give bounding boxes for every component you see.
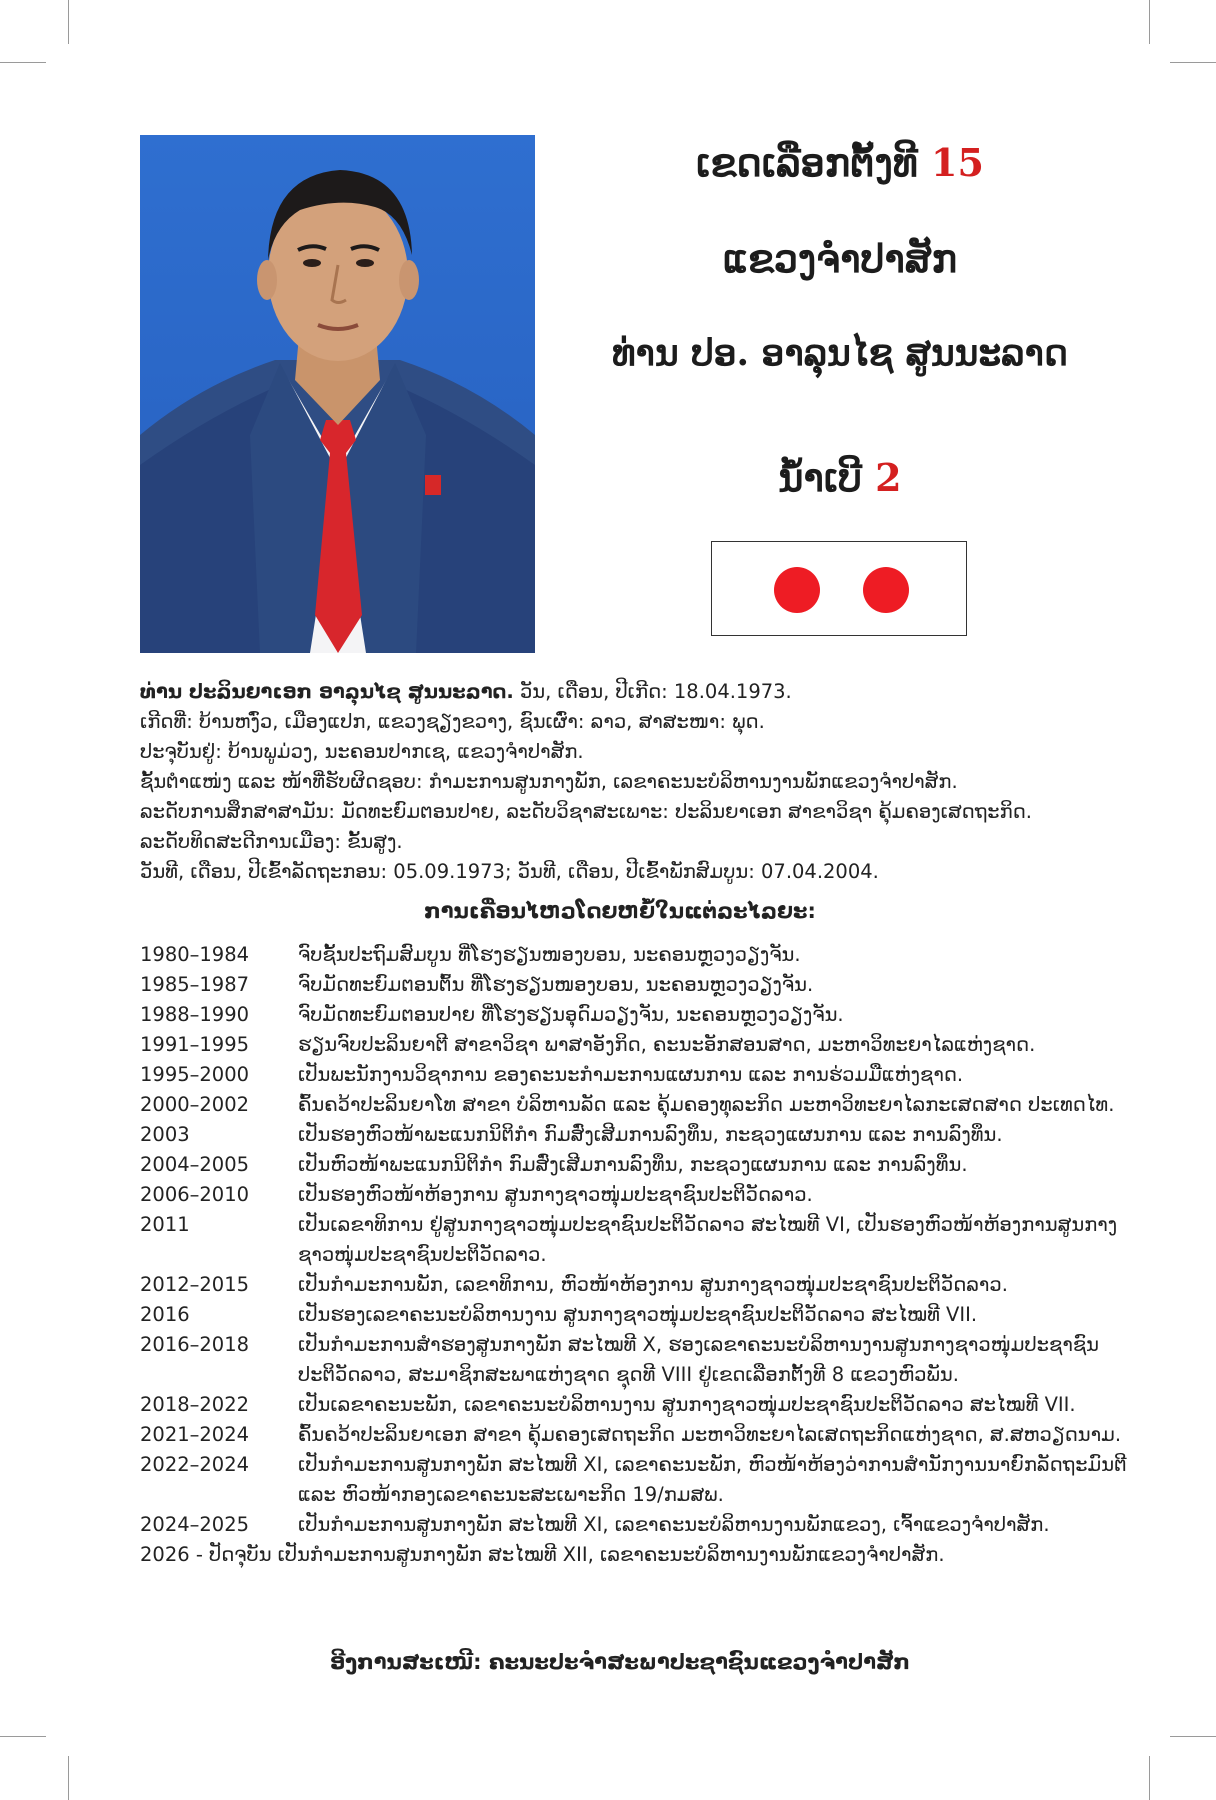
career-row [140,1450,1140,1510]
career-years: 2006–2010 [140,1183,250,1206]
career-row [140,1540,1140,1570]
career-years: 2000–2002 [140,1093,250,1116]
career-row [140,1150,1140,1180]
career-years: 2024–2025 [140,1513,250,1536]
bio-line: ລະດັບທິດສະດີການເມືອງ: ຂັ້ນສູງ. [140,830,403,853]
bio-line [140,677,1160,707]
career-text: ເປັນເລຂາທິການ ຢູ່ສູນກາງຊາວໜຸ່ມປະຊາຊົນປະຕິວັດລາວ ສະໄໝທີ VI, ເປັນຮອງຫົວໜ້າຫ້ອງການສູນກາງຊາວໜຸ່ມປະຊາຊົນປະຕິວັດລາວ. [298,1213,1118,1266]
career-row [140,1180,1140,1210]
bio-line: ເກີດທີ່: ບ້ານຫງົ່ວ, ເມືອງແປກ, ແຂວງຊຽງຂວາງ, ຊົນເຜົ່າ: ລາວ, ສາສະໜາ: ພຸດ. [140,710,765,733]
career-years: 2011 [140,1213,190,1236]
career-years: 1991–1995 [140,1033,250,1056]
career-row [140,1030,1140,1060]
ballot-symbol [711,541,967,636]
crop-mark [1149,1756,1150,1800]
candidate-number-label: ນ້ຳເບີ [778,455,862,500]
constituency-number: 15 [931,140,984,185]
career-row [140,1090,1140,1120]
crop-mark [68,0,69,44]
crop-mark [1149,0,1150,44]
bio-birthdate: ວັນ, ເດືອນ, ປີເກີດ: 18.04.1973. [513,680,792,703]
career-heading: ການເຄື່ອນໄຫວໂດຍຫຍໍ້ໃນແຕ່ລະໄລຍະ: [424,899,816,923]
biography [140,677,1160,887]
career-row [140,1000,1140,1030]
candidate-name: ທ່ານ ປອ. ອາລຸນໄຊ ສູນນະລາດ [611,332,1069,374]
career-row [140,970,1140,1000]
career-years: 2026 - ປັດຈຸບັນ [140,1543,272,1566]
career-years: 2016–2018 [140,1333,250,1356]
career-text: ເປັນຮອງເລຂາຄະນະບໍລິຫານງານ ສູນກາງຊາວໜຸ່ມປະຊາຊົນປະຕິວັດລາວ ສະໄໝທີ VII. [298,1303,978,1326]
career-row [140,940,1140,970]
career-years: 2022–2024 [140,1453,250,1476]
career-text: ເປັນຮອງຫົວໜ້າຫ້ອງການ ສູນກາງຊາວໜຸ່ມປະຊາຊົນປະຕິວັດລາວ. [298,1183,813,1206]
career-text: ຈົບຊັ້ນປະຖົມສົມບູນ ທີ່ໂຮງຮຽນໜອງບອນ, ນະຄອນຫຼວງວຽງຈັນ. [298,943,801,966]
career-text: ເປັນຮອງຫົວໜ້າພະແນກນິຕິກຳ ກົມສົ່ງເສີມການລົງທຶນ, ກະຊວງແຜນການ ແລະ ການລົງທຶນ. [298,1123,1003,1146]
career-row [140,1120,1140,1150]
province-heading: ແຂວງຈຳປາສັກ [722,236,958,281]
crop-mark [0,62,46,63]
ballot-dot [774,567,820,613]
career-years: 2003 [140,1123,190,1146]
career-years: 2012–2015 [140,1273,250,1296]
career-years: 2021–2024 [140,1423,250,1446]
career-row [140,1300,1140,1330]
career-row [140,1210,1140,1270]
candidate-number-heading [560,455,1120,500]
career-text: ເປັນເລຂາຄະນະພັກ, ເລຂາຄະນະບໍລິຫານງານ ສູນກາງຊາວໜຸ່ມປະຊາຊົນປະຕິວັດລາວ ສະໄໝທີ VII. [298,1393,1076,1416]
candidate-number: 2 [875,455,902,500]
career-years: 1988–1990 [140,1003,250,1026]
crop-mark [1170,62,1216,63]
career-row [140,1510,1140,1540]
career-text: ເປັນກຳມະການສຳຮອງສູນກາງພັກ ສະໄໝທີ X, ຮອງເລຂາຄະນະບໍລິຫານງານສູນກາງຊາວໜຸ່ມປະຊາຊົນປະຕິວັດລາວ, ສະມາຊິກສະພາແຫ່ງຊາດ ຊຸດທີ VIII ຢູ່ເຂດເລືອກຕັ້ງທີ 8 ແຂວງຫົວພັນ. [298,1333,1100,1386]
bio-line: ລະດັບການສຶກສາສາມັນ: ມັດທະຍົມຕອນປາຍ, ລະດັບວິຊາສະເພາະ: ປະລິນຍາເອກ ສາຂາວິຊາ ຄຸ້ມຄອງເສດຖະກິດ. [140,800,1032,823]
career-years: 1985–1987 [140,973,250,996]
career-row [140,1270,1140,1300]
career-years: 2018–2022 [140,1393,250,1416]
career-row [140,1390,1140,1420]
career-row [140,1060,1140,1090]
bio-line: ວັນທີ, ເດືອນ, ປີເຂົ້າລັດຖະກອນ: 05.09.1973; ວັນທີ, ເດືອນ, ປີເຂົ້າພັກສົມບູນ: 07.04.2004. [140,860,879,883]
career-text: ເປັນກຳມະການສູນກາງພັກ ສະໄໝທີ XI, ເລຂາຄະນະພັກ, ຫົວໜ້າຫ້ອງວ່າການສຳນັກງານນາຍົກລັດຖະມົນຕີ ແລະ ຫົວໜ້າກອງເລຂາຄະນະສະເພາະກິດ 19/ກມສພ. [298,1453,1127,1506]
career-text: ເປັນກຳມະການສູນກາງພັກ ສະໄໝທີ XII, ເລຂາຄະນະບໍລິຫານງານພັກແຂວງຈຳປາສັກ. [277,1543,945,1566]
career-text: ຈົບມັດທະຍົມຕອນປາຍ ທີ່ໂຮງຮຽນອຸດົມວຽງຈັນ, ນະຄອນຫຼວງວຽງຈັນ. [298,1003,844,1026]
career-list [140,940,1140,1570]
bio-line: ປະຈຸບັນຢູ່: ບ້ານພູມ່ວງ, ນະຄອນປາກເຊ, ແຂວງຈຳປາສັກ. [140,740,584,763]
career-text: ຄົ້ນຄວ້າປະລິນຍາເອກ ສາຂາ ຄຸ້ມຄອງເສດຖະກິດ ມະຫາວິທະຍາໄລເສດຖະກິດແຫ່ງຊາດ, ສ.ສຫວຽດນາມ. [298,1423,1122,1446]
crop-mark [68,1756,69,1800]
career-text: ຈົບມັດທະຍົມຕອນຕົ້ນ ທີ່ໂຮງຮຽນໜອງບອນ, ນະຄອນຫຼວງວຽງຈັນ. [298,973,814,996]
career-text: ເປັນກຳມະການພັກ, ເລຂາທິການ, ຫົວໜ້າຫ້ອງການ ສູນກາງຊາວໜຸ່ມປະຊາຊົນປະຕິວັດລາວ. [298,1273,1008,1296]
ballot-dot [863,567,909,613]
career-years: 2004–2005 [140,1153,250,1176]
career-years: 1980–1984 [140,943,250,966]
bio-name: ທ່ານ ປະລິນຍາເອກ ອາລຸນໄຊ ສູນນະລາດ. [140,680,514,703]
career-text: ຄົ້ນຄວ້າປະລິນຍາໂທ ສາຂາ ບໍລິຫານລັດ ແລະ ຄຸ້ມຄອງທຸລະກິດ ມະຫາວິທະຍາໄລກະເສດສາດ ປະເທດໄທ. [298,1093,1115,1116]
crop-mark [0,1736,46,1737]
career-row [140,1330,1140,1390]
career-text: ເປັນກຳມະການສູນກາງພັກ ສະໄໝທີ XI, ເລຂາຄະນະບໍລິຫານງານພັກແຂວງ, ເຈົ້າແຂວງຈຳປາສັກ. [298,1513,1050,1536]
candidate-photo [140,135,535,653]
career-years: 1995–2000 [140,1063,250,1086]
constituency-label: ເຂດເລືອກຕັ້ງທີ [696,140,918,185]
constituency-heading [560,140,1120,185]
career-text: ຮຽນຈົບປະລິນຍາຕີ ສາຂາວິຊາ ພາສາອັງກິດ, ຄະນະອັກສອນສາດ, ມະຫາວິທະຍາໄລແຫ່ງຊາດ. [298,1033,1036,1056]
portrait-illustration [140,135,535,653]
crop-mark [1170,1736,1216,1737]
bio-line: ຊັ້ນຕຳແໜ່ງ ແລະ ໜ້າທີ່ຮັບຜິດຊອບ: ກຳມະການສູນກາງພັກ, ເລຂາຄະນະບໍລິຫານງານພັກແຂວງຈຳປາສັກ. [140,770,958,793]
career-text: ເປັນພະນັກງານວິຊາການ ຂອງຄະນະກຳມະການແຜນການ ແລະ ການຮ່ວມມືແຫ່ງຊາດ. [298,1063,964,1086]
career-text: ເປັນຫົວໜ້າພະແນກນິຕິກຳ ກົມສົ່ງເສີມການລົງທຶນ, ກະຊວງແຜນການ ແລະ ການລົງທຶນ. [298,1153,968,1176]
career-row [140,1420,1140,1450]
footer-note: ອີງການສະເໜີ: ຄະນະປະຈຳສະພາປະຊາຊົນແຂວງຈຳປາສັກ [330,1650,910,1674]
career-years: 2016 [140,1303,190,1326]
